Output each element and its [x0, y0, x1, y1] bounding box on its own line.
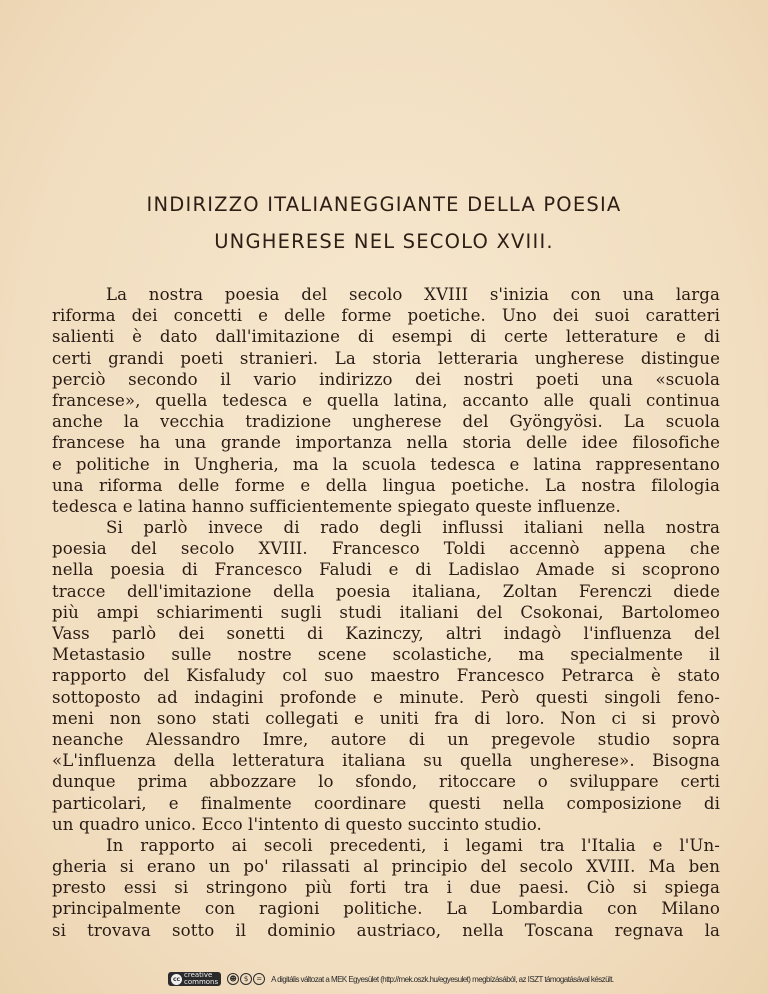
text-line: anche la vecchia tradizione ungherese del Gyöngyösi. La scuola — [52, 412, 720, 432]
license-footer — [168, 971, 614, 987]
text-line: certi grandi poeti stranieri. La storia letteraria ungherese distingue — [52, 348, 720, 368]
text-line: meni non sono stati collegati e uniti fra di loro. Non ci si provò — [52, 708, 720, 728]
text-line: particolari, e finalmente coordinare questi nella composizione di — [52, 793, 720, 813]
cc-icon: cc — [172, 975, 181, 983]
text-line: si trovava sotto il dominio austriaco, nella Toscana regnava la — [52, 920, 720, 940]
text-line: francese», quella tedesca e quella latina, accanto alle quali continua — [52, 390, 720, 410]
noncommercial-icon: $ — [240, 973, 252, 985]
text-line: e politiche in Ungheria, ma la scuola tedesca e latina rappresentano — [52, 454, 720, 474]
text-line: nella poesia di Francesco Faludi e di Ladislao Amade si scoprono — [52, 560, 720, 580]
creative-commons-logo[interactable] — [168, 972, 221, 986]
text-line: poesia del secolo XVIII. Francesco Toldi accennò appena che — [52, 539, 720, 559]
text-line: salienti è dato dall'imitazione di esempi di certe letterature e di — [52, 327, 720, 347]
text-line: sottoposto ad indagini profonde e minute. Però questi singoli feno- — [52, 687, 720, 707]
text-line: principalmente con ragioni politiche. La Lombardia con Milano — [52, 899, 720, 919]
text-line: perciò secondo il vario indirizzo dei nostri poeti una «scuola — [52, 369, 720, 389]
cc-logo-text-top: creative — [184, 971, 213, 979]
text-line: un quadro unico. Ecco l'intento di questo succinto studio. — [52, 814, 542, 834]
text-line: tedesca e latina hanno sufficientemente spiegato queste influenze. — [52, 496, 621, 516]
text-line: Metastasio sulle nostre scene scolastiche, ma specialmente il — [52, 645, 720, 665]
title-line-1: INDIRIZZO ITALIANEGGIANTE DELLA POESIA — [146, 193, 622, 216]
text-line: una riforma delle forme e della lingua poetiche. La nostra filologia — [52, 475, 720, 495]
text-line: Vass parlò dei sonetti di Kazinczy, altri indagò l'influenza del — [52, 624, 720, 643]
text-line: riforma dei concetti e delle forme poetiche. Uno dei suoi caratteri — [52, 306, 720, 326]
title-line-2: UNGHERESE NEL SECOLO XVIII. — [214, 230, 554, 253]
text-line: dunque prima abbozzare lo sfondo, ritoccare o sviluppare certi — [52, 772, 720, 792]
attribution-icon: ☻ — [227, 973, 239, 985]
text-line: gheria si erano un po' rilassati al principio del secolo XVIII. Ma ben — [52, 857, 720, 877]
text-line: In rapporto ai secoli precedenti, i legami tra l'Italia e l'Un- — [106, 835, 720, 855]
body-text — [52, 284, 720, 941]
license-icons — [227, 973, 265, 985]
text-line: «L'influenza della letteratura italiana su quella ungherese». Bisogna — [52, 751, 720, 771]
text-line: neanche Alessandro Imre, autore di un pregevole studio sopra — [52, 729, 720, 749]
text-line: Si parlò invece di rado degli influssi italiani nella nostra — [106, 518, 720, 538]
digitization-note: A digitális változat a MEK Egyesület (http://mek.oszk.hu/egyesulet) megbízásából, az ISZT támogatásával készült. — [271, 974, 614, 984]
cc-logo-text-bottom: commons — [184, 978, 219, 986]
text-line: La nostra poesia del secolo XVIII s'inizia con una larga — [106, 285, 720, 304]
text-line: tracce dell'imitazione della poesia italiana, Zoltan Ferenczi diede — [52, 581, 720, 601]
text-line: francese ha una grande importanza nella storia delle idee filosofiche — [52, 433, 720, 453]
text-line: più ampi schiarimenti sugli studi italiani del Csokonai, Bartolomeo — [52, 602, 720, 622]
chapter-title — [40, 186, 728, 260]
noderivatives-icon: = — [253, 973, 265, 985]
text-line: rapporto del Kisfaludy col suo maestro Francesco Petrarca è stato — [52, 666, 720, 686]
text-line: presto essi si stringono più forti tra i due paesi. Ciò si spiega — [52, 878, 720, 898]
